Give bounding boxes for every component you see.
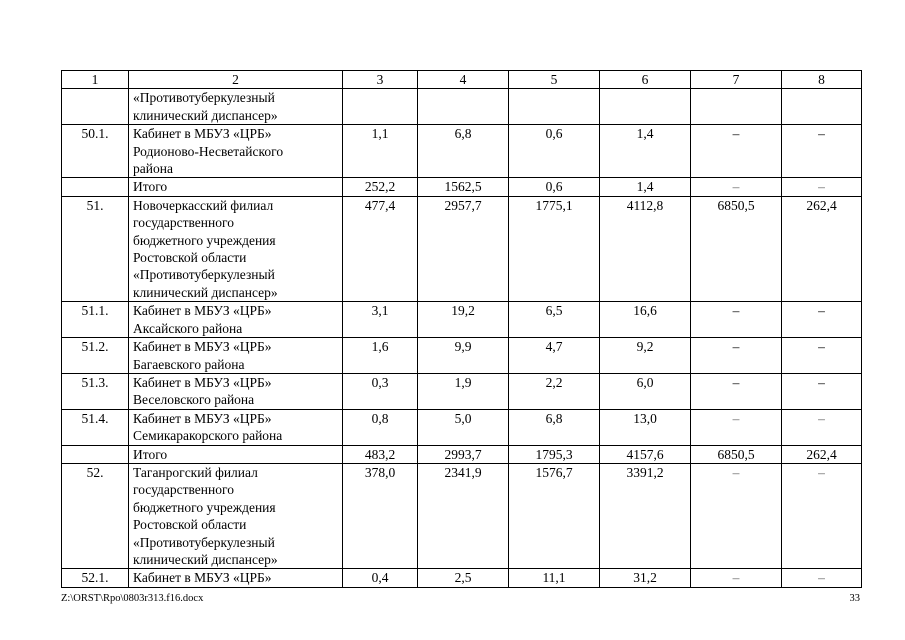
value-cell-5: 0,6 [509,125,600,178]
value-cell-7: – [691,178,782,196]
column-header-2: 2 [129,71,343,89]
footer-file-path: Z:\ORST\Rpo\0803r313.f16.docx [61,593,204,604]
row-name-cell: Итого [129,178,343,196]
value-cell-5: 2,2 [509,373,600,409]
value-cell-6: 4157,6 [600,445,691,463]
value-cell-8: – [782,373,862,409]
row-number-cell [62,445,129,463]
column-header-1: 1 [62,71,129,89]
column-header-3: 3 [343,71,418,89]
value-cell-3 [343,89,418,125]
value-cell-4: 1,9 [418,373,509,409]
table-row [62,302,862,338]
footer-page-number: 33 [849,593,860,604]
value-cell-4: 6,8 [418,125,509,178]
value-cell-3: 0,4 [343,569,418,587]
value-cell-7: 6850,5 [691,445,782,463]
row-number-cell: 50.1. [62,125,129,178]
row-name-cell: Кабинет в МБУЗ «ЦРБ» Аксайского района [129,302,343,338]
value-cell-4: 2,5 [418,569,509,587]
value-cell-6: 1,4 [600,125,691,178]
value-cell-3: 3,1 [343,302,418,338]
table-row [62,89,862,125]
row-number-cell: 51.4. [62,409,129,445]
value-cell-7: – [691,125,782,178]
value-cell-6: 3391,2 [600,463,691,568]
value-cell-6: 31,2 [600,569,691,587]
table-row [62,338,862,374]
value-cell-4: 1562,5 [418,178,509,196]
row-name-cell: Таганрогский филиал государственного бюджетного учреждения Ростовской области «Противотуберкулезный клинический диспансер» [129,463,343,568]
row-name-cell: Новочеркасский филиал государственного бюджетного учреждения Ростовской области «Противотуберкулезный клинический диспансер» [129,196,343,301]
value-cell-5: 1775,1 [509,196,600,301]
table-row [62,445,862,463]
row-name-cell: Кабинет в МБУЗ «ЦРБ» Родионово-Несветайского района [129,125,343,178]
value-cell-8: – [782,338,862,374]
value-cell-8: – [782,178,862,196]
row-name-cell: Кабинет в МБУЗ «ЦРБ» Семикаракорского района [129,409,343,445]
value-cell-3: 483,2 [343,445,418,463]
value-cell-3: 252,2 [343,178,418,196]
value-cell-6: 4112,8 [600,196,691,301]
value-cell-3: 0,3 [343,373,418,409]
row-number-cell: 51.3. [62,373,129,409]
row-number-cell [62,178,129,196]
value-cell-3: 1,6 [343,338,418,374]
row-name-cell: «Противотуберкулезный клинический диспансер» [129,89,343,125]
row-number-cell: 52.1. [62,569,129,587]
value-cell-8: 262,4 [782,445,862,463]
value-cell-5: 4,7 [509,338,600,374]
value-cell-7: – [691,569,782,587]
table-header-row [62,71,862,89]
value-cell-7: – [691,338,782,374]
table-row [62,178,862,196]
value-cell-6: 9,2 [600,338,691,374]
value-cell-7 [691,89,782,125]
value-cell-8: – [782,569,862,587]
value-cell-8: – [782,463,862,568]
value-cell-5: 11,1 [509,569,600,587]
value-cell-6: 16,6 [600,302,691,338]
value-cell-5: 6,8 [509,409,600,445]
value-cell-6: 1,4 [600,178,691,196]
table-row [62,569,862,587]
value-cell-5: 1795,3 [509,445,600,463]
value-cell-5: 6,5 [509,302,600,338]
value-cell-8 [782,89,862,125]
value-cell-3: 378,0 [343,463,418,568]
table-row [62,463,862,568]
value-cell-3: 1,1 [343,125,418,178]
data-table [61,70,862,588]
value-cell-5 [509,89,600,125]
column-header-4: 4 [418,71,509,89]
value-cell-4: 2341,9 [418,463,509,568]
value-cell-7: 6850,5 [691,196,782,301]
value-cell-7: – [691,302,782,338]
column-header-7: 7 [691,71,782,89]
value-cell-4: 2957,7 [418,196,509,301]
table-row [62,373,862,409]
row-name-cell: Кабинет в МБУЗ «ЦРБ» Багаевского района [129,338,343,374]
row-number-cell [62,89,129,125]
value-cell-6: 13,0 [600,409,691,445]
column-header-5: 5 [509,71,600,89]
table-row [62,409,862,445]
value-cell-4: 5,0 [418,409,509,445]
value-cell-7: – [691,409,782,445]
value-cell-4: 9,9 [418,338,509,374]
value-cell-5: 1576,7 [509,463,600,568]
value-cell-8: 262,4 [782,196,862,301]
value-cell-6 [600,89,691,125]
column-header-8: 8 [782,71,862,89]
value-cell-4: 2993,7 [418,445,509,463]
row-number-cell: 52. [62,463,129,568]
value-cell-6: 6,0 [600,373,691,409]
value-cell-8: – [782,409,862,445]
value-cell-8: – [782,302,862,338]
row-number-cell: 51.1. [62,302,129,338]
value-cell-8: – [782,125,862,178]
value-cell-7: – [691,373,782,409]
value-cell-3: 477,4 [343,196,418,301]
table-row [62,125,862,178]
row-number-cell: 51. [62,196,129,301]
value-cell-7: – [691,463,782,568]
value-cell-5: 0,6 [509,178,600,196]
row-name-cell: Итого [129,445,343,463]
value-cell-4: 19,2 [418,302,509,338]
row-number-cell: 51.2. [62,338,129,374]
table-row [62,196,862,301]
row-name-cell: Кабинет в МБУЗ «ЦРБ» [129,569,343,587]
column-header-6: 6 [600,71,691,89]
row-name-cell: Кабинет в МБУЗ «ЦРБ» Веселовского района [129,373,343,409]
value-cell-4 [418,89,509,125]
value-cell-3: 0,8 [343,409,418,445]
